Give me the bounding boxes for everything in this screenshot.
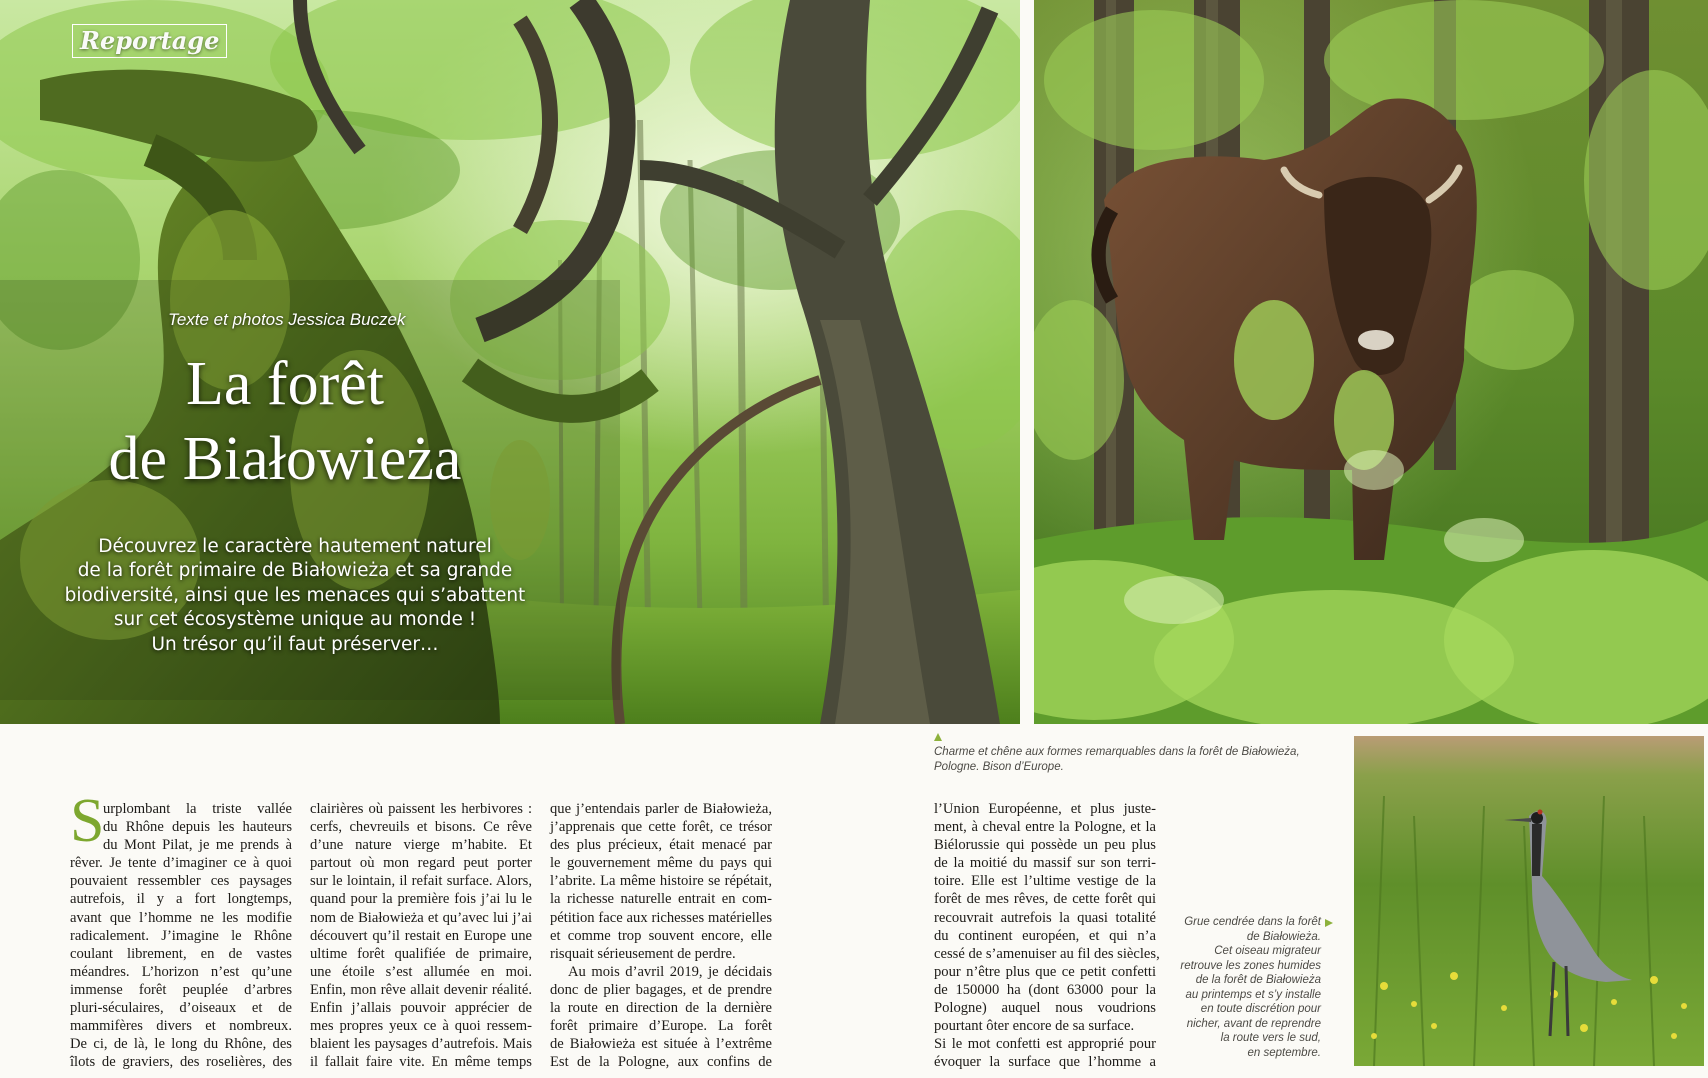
rubric-label: Reportage	[72, 24, 227, 58]
body-line: que j’entendais parler de Białowieża,	[550, 801, 772, 817]
body-line: du continent européen, et qui n’a	[934, 927, 1156, 944]
bison-photo-illustration	[1034, 0, 1708, 724]
body-line: le gouvernement même du pays qui	[550, 855, 772, 872]
article-title-line-1: La forêt	[186, 350, 384, 418]
body-line: coulant librement, en de vastes	[70, 945, 292, 962]
body-line: Biélorussie qui possède un peu plus	[934, 837, 1156, 854]
body-line: d’une nature vierge m’habite. Et	[310, 837, 532, 854]
body-line: pouvaient ressembler ces paysages	[70, 873, 292, 890]
body-column-4	[934, 800, 1160, 1071]
body-line: de Białowieża est située à l’extrême	[550, 1036, 772, 1053]
body-line: immense forêt peuplée d’arbres	[70, 981, 292, 998]
body-line: De ci, de là, le long du Rhône, des	[70, 1036, 292, 1053]
body-line: radicalement. J’imagine le Rhône	[70, 927, 292, 944]
body-line: risquait sérieusement de perdre.	[550, 945, 736, 962]
body-line: Au mois d’avril 2019, je décidais	[568, 963, 772, 980]
caption-line: en septembre.	[1247, 1046, 1321, 1059]
body-line: mes propres yeux ce à quoi ressem-	[310, 1018, 532, 1035]
bison-photo	[1034, 0, 1708, 724]
body-line: recouvrait autrefois la quasi totalité	[934, 909, 1156, 926]
body-line: toire. Elle est l’ultime vestige de la	[934, 873, 1156, 890]
caption-line: Grue cendrée dans la forêt	[1184, 916, 1321, 928]
body-line: Si le mot confetti est approprié pour	[934, 1036, 1156, 1053]
body-line: Pologne) auquel nous voudrions	[934, 1000, 1156, 1017]
body-line: pétition face aux richesses matérielles	[550, 909, 772, 926]
body-line: nom de Białowieża et qu’avec lui j’ai	[310, 909, 532, 926]
body-line: sur le lointain, il refait surface. Alors,	[310, 873, 532, 890]
body-line: la richesse naturelle entrait en com-	[550, 891, 772, 908]
caption-line: en toute discrétion pour	[1200, 1003, 1321, 1015]
deck-line: Un trésor qu’il faut préserver…	[151, 634, 439, 655]
body-line: l’Union Européenne, et plus juste-	[934, 801, 1156, 817]
body-line: j’apprenais que cette forêt, ce trésor	[550, 819, 772, 836]
body-line: méandres. L’horizon n’est qu’une	[70, 963, 292, 980]
body-line: autrefois, il y a fort longtemps,	[70, 891, 292, 908]
body-line: découvert qu’il restait en Europe une	[310, 927, 532, 944]
body-line: du Mont Pilat, je me prends à	[103, 837, 292, 854]
caption-line: de Białowieża.	[1246, 930, 1321, 943]
deck-line: sur cet écosystème unique au monde !	[113, 609, 477, 630]
photo-caption-crane	[1180, 915, 1321, 1060]
byline	[168, 310, 406, 330]
body-line: quand pour la première fois j’ai lu le	[310, 891, 532, 908]
body-column-3	[550, 800, 772, 1071]
body-line: la route en direction de la dernière	[550, 1000, 772, 1017]
deck-line: Découvrez le caractère hautement naturel	[98, 536, 492, 557]
body-line: pourtant ôter encore de sa surface.	[934, 1018, 1135, 1035]
body-line: cerfs, chevreuils et bisons. Ce rêve	[310, 819, 532, 836]
body-line: donc de plier bagages, et de prendre	[550, 981, 772, 998]
body-line: du Rhône depuis les hauteurs	[103, 819, 292, 836]
photo-caption-main	[934, 745, 1300, 774]
caption-line: la route vers le sud,	[1220, 1032, 1321, 1044]
caption-line: Charme et chêne aux formes remarquables dans la forêt de Białowieża,	[934, 746, 1300, 758]
crane-photo	[1354, 736, 1704, 1066]
body-line: et comme trop souvent encore, elle	[550, 927, 772, 944]
caption-line: de la forêt de Białowieża	[1195, 974, 1321, 986]
article-title-line-2: de Białowieża	[108, 425, 462, 493]
caption-line: Pologne. Bison d’Europe.	[934, 760, 1064, 773]
body-line: ultime forêt qualifiée de primaire,	[310, 945, 532, 962]
body-line: clairières où paissent les herbivores :	[310, 801, 532, 817]
deck-line: biodiversité, ainsi que les menaces qui s’abattent	[64, 585, 526, 606]
body-column-2	[310, 800, 532, 1071]
body-line: de 150000 ha (dont 63000 pour la	[934, 981, 1156, 998]
body-line: partout où mon regard peut porter	[310, 855, 532, 872]
body-line: Est de la Pologne, aux confins de	[550, 1054, 772, 1071]
body-column-1	[70, 800, 292, 1071]
byline-prefix: Texte et photos	[168, 310, 289, 329]
body-line: forêt de mes rêves, de cette forêt qui	[934, 891, 1156, 908]
crane-photo-illustration	[1354, 736, 1704, 1066]
body-line: ment, à cheval entre la Pologne, et la	[934, 819, 1156, 836]
caption-line: retrouve les zones humides	[1180, 959, 1321, 972]
body-line: une étoile s’est allumée en moi.	[310, 963, 532, 980]
body-line: de la moitié du massif sur son terri-	[934, 855, 1156, 872]
body-line: Enfin j’allais pouvoir apprécier de	[310, 1000, 532, 1017]
body-line: îlots de graviers, des roselières, des	[70, 1054, 292, 1071]
body-line: il fallait faire vite. En même temps	[310, 1054, 532, 1071]
body-line: pluri-séculaires, d’oiseaux et de	[70, 1000, 292, 1017]
caption-pointer-up-icon	[934, 733, 942, 741]
body-line: Enfin, mon rêve allait devenir réalité.	[310, 981, 532, 998]
caption-line: nicher, avant de reprendre	[1186, 1017, 1321, 1030]
body-line: des plus précieux, était menacé par	[550, 837, 772, 854]
body-line: urplombant la triste vallée	[103, 801, 292, 817]
body-line: forêt primaire d’Europe. La forêt	[550, 1018, 772, 1035]
body-line: pour n’être plus que ce petit confetti	[934, 963, 1156, 980]
caption-pointer-right-icon	[1325, 919, 1333, 927]
body-line: cessé de s’amenuiser au fil des siècles,	[934, 945, 1160, 962]
byline-author: Jessica Buczek	[288, 310, 406, 329]
body-line: blaient les paysages d’autrefois. Mais	[310, 1036, 532, 1053]
caption-line: au printemps et s’y installe	[1185, 988, 1321, 1001]
body-line: rêver. Je tente d’imaginer ce à quoi	[70, 855, 292, 872]
body-line: évoquer la surface que l’homme a	[934, 1054, 1156, 1071]
body-line: avant que l’homme ne les modifie	[70, 909, 292, 926]
body-line: l’abrite. La même histoire se répétait,	[550, 873, 772, 890]
drop-cap: S	[70, 787, 105, 855]
deck-line: de la forêt primaire de Białowieża et sa grande	[77, 560, 513, 581]
body-line: mammifères divers et nombreux.	[70, 1018, 292, 1035]
caption-line: Cet oiseau migrateur	[1214, 945, 1321, 957]
